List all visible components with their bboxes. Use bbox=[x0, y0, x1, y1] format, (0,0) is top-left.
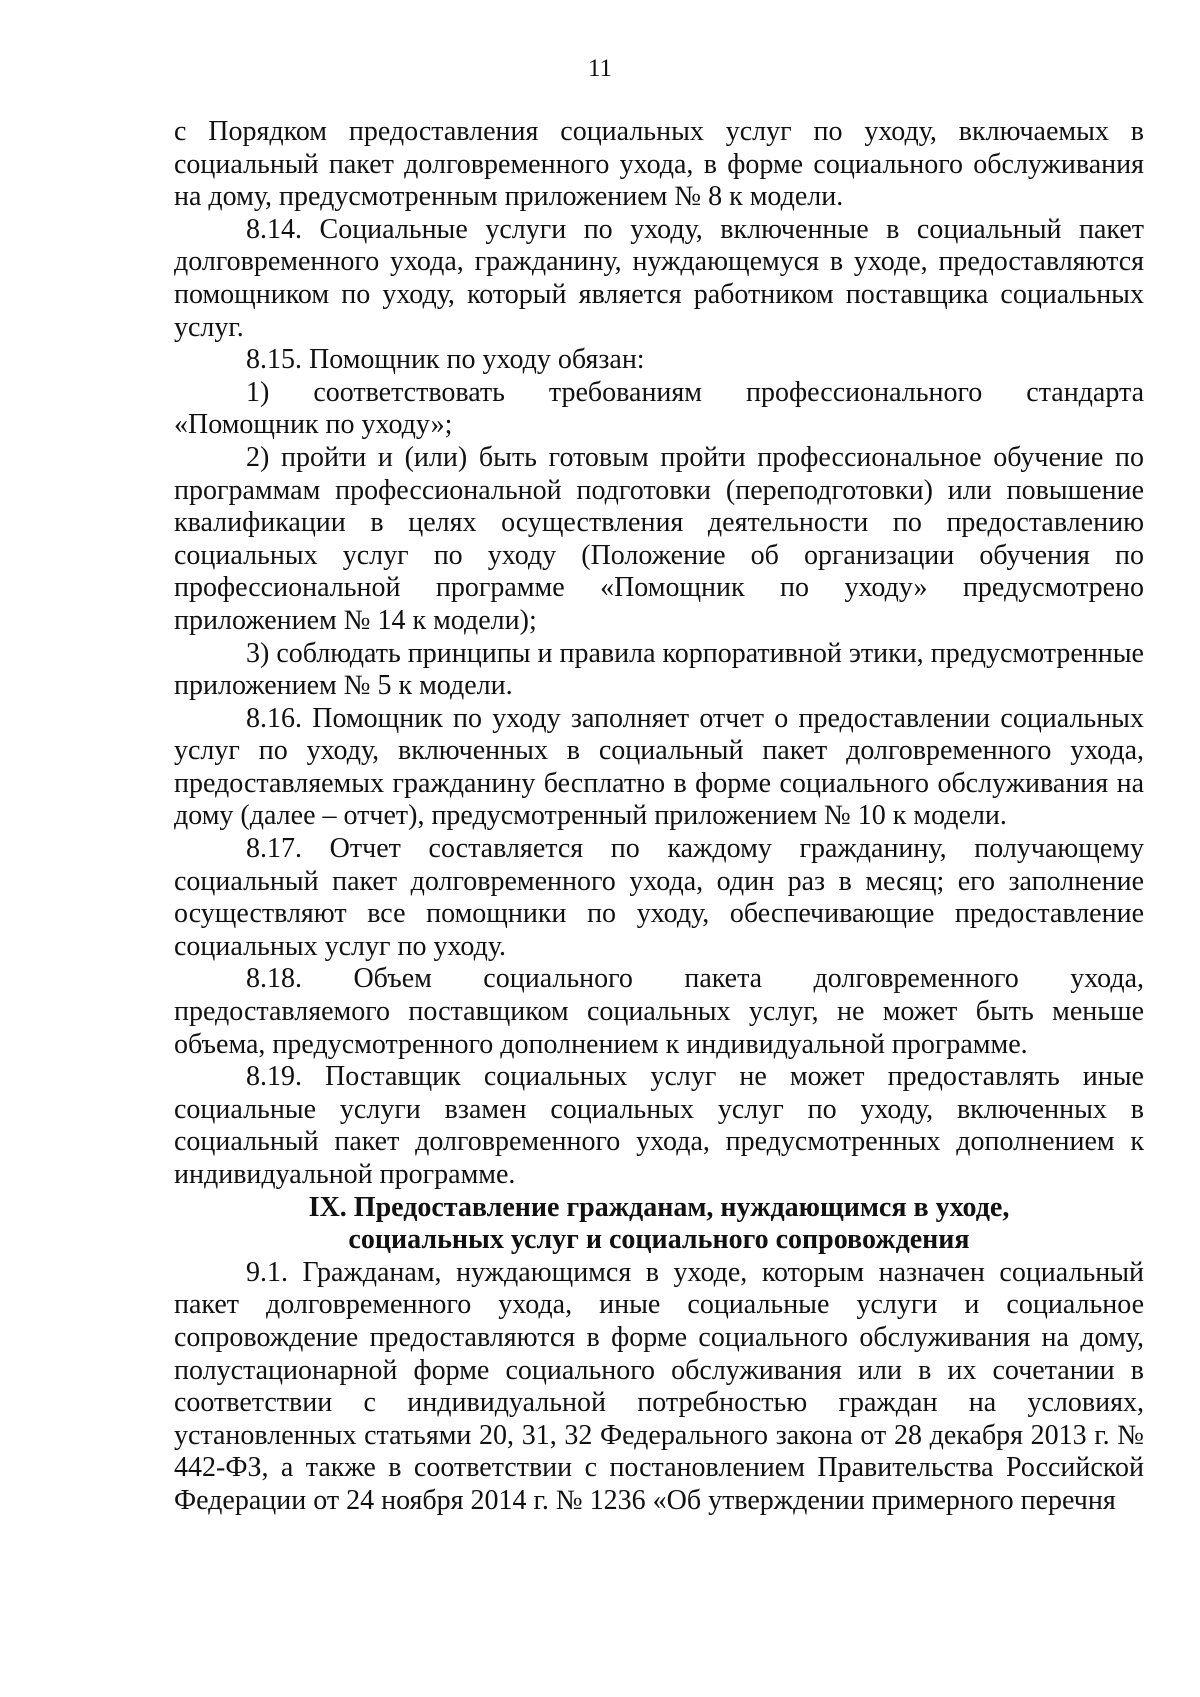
document-body bbox=[174, 116, 1144, 1518]
paragraph-8-15: 8.15. Помощник по уходу обязан: bbox=[246, 344, 645, 376]
paragraph-8-14: 8.14. Социальные услуги по уходу, включенные в социальный пакет долговременного ухода, гражданину, нуждающемуся в уходе, предоставляются помощником по уходу, который является работником поставщика социальных услуг. bbox=[174, 213, 1144, 343]
paragraph-8-17: 8.17. Отчет составляется по каждому гражданину, получающему социальный пакет долговременного ухода, один раз в месяц; его заполнение осуществляют все помощники по уходу, обеспечивающие предоставление социальных услуг по уходу. bbox=[174, 833, 1144, 962]
paragraph-8-19: 8.19. Поставщик социальных услуг не может предоставлять иные социальные услуги взамен социальных услуг по уходу, включенных в социальный пакет долговременного ухода, предусмотренных дополнением к индивидуальной программе. bbox=[174, 1061, 1144, 1190]
page-number: 11 bbox=[587, 55, 613, 82]
section-heading-line-1: IX. Предоставление гражданам, нуждающимся в уходе, bbox=[308, 1191, 1010, 1223]
section-heading-line-2: социальных услуг и социального сопровождения bbox=[348, 1224, 970, 1256]
paragraph-continuation: с Порядком предоставления социальных услуг по уходу, включаемых в социальный пакет долговременного ухода, в форме социального обслуживания на дому, предусмотренным приложением № 8 к модели. bbox=[174, 116, 1144, 213]
paragraph-8-18: 8.18. Объем социального пакета долговременного ухода, предоставляемого поставщиком социальных услуг, не может быть меньше объема, предусмотренного дополнением к индивидуальной программе. bbox=[174, 963, 1144, 1060]
list-item-8-15-2: 2) пройти и (или) быть готовым пройти профессиональное обучение по программам профессиональной подготовки (переподготовки) или повышение квалификации в целях осуществления деятельности по предоставлению социальных услуг по уходу (Положение об организации обучения по профессиональной программе «Помощник по уходу» предусмотрено приложением № 14 к модели); bbox=[174, 441, 1144, 636]
list-item-8-15-1: 1) соответствовать требованиям профессионального стандарта «Помощник по уходу»; bbox=[174, 376, 1144, 441]
list-item-8-15-3: 3) соблюдать принципы и правила корпоративной этики, предусмотренные приложением № 5 к модели. bbox=[174, 637, 1144, 702]
section-heading bbox=[174, 1192, 1144, 1257]
paragraph-8-16: 8.16. Помощник по уходу заполняет отчет о предоставлении социальных услуг по уходу, включенных в социальный пакет долговременного ухода, предоставляемых гражданину бесплатно в форме социального обслуживания на дому (далее – отчет), предусмотренный приложением № 10 к модели. bbox=[174, 702, 1144, 832]
paragraph-9-1: 9.1. Гражданам, нуждающимся в уходе, которым назначен социальный пакет долговременного ухода, иные социальные услуги и социальное сопровождение предоставляются в форме социального обслуживания на дому, полустационарной форме социального обслуживания или в их сочетании в соответствии с индивидуальной потребностью граждан на условиях, установленных статьями 20, 31, 32 Федерального закона от 28 декабря 2013 г. № 442-ФЗ, а также в соответствии с постановлением Правительства Российской Федерации от 24 ноября 2014 г. № 1236 «Об утверждении примерного перечня bbox=[174, 1256, 1144, 1516]
